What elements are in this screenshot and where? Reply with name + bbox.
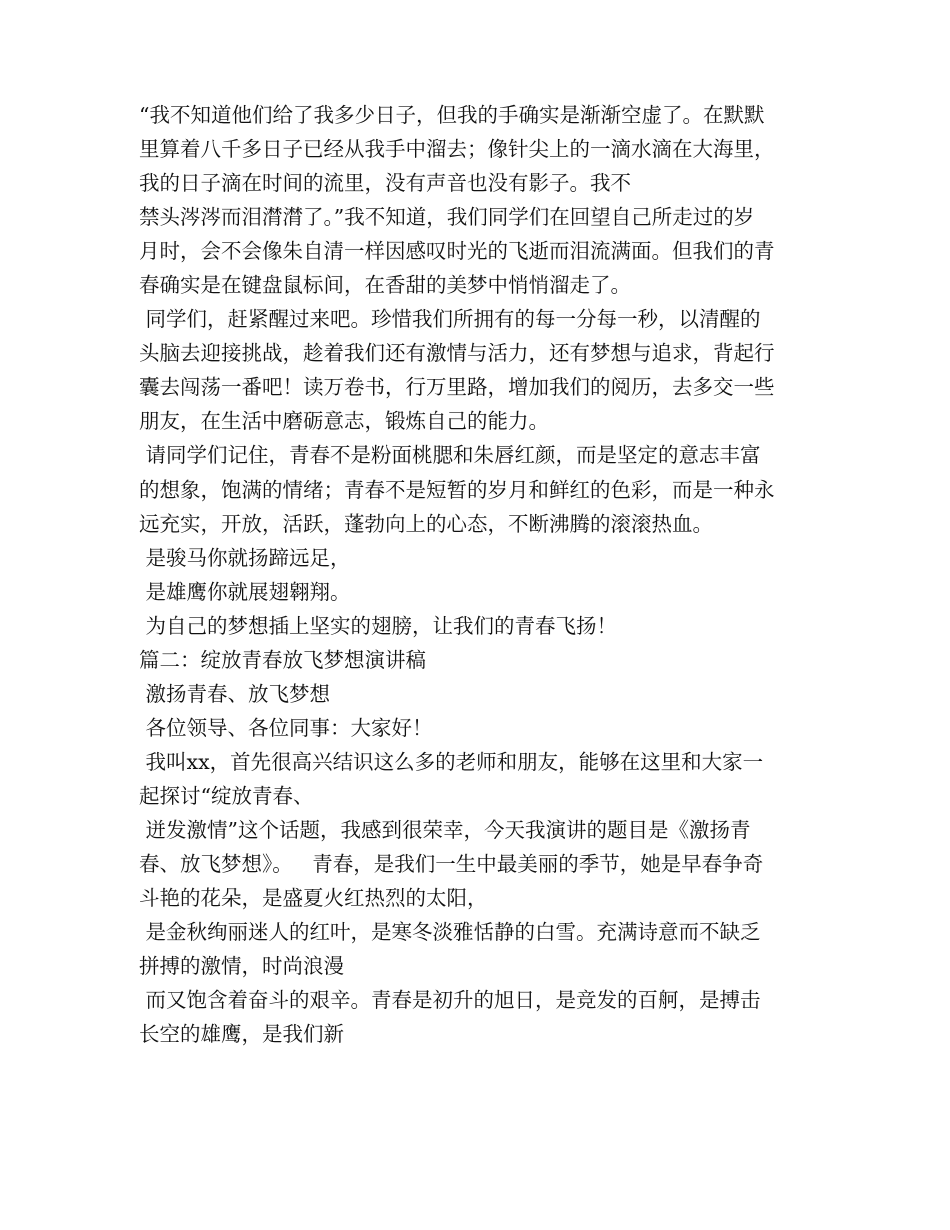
text-line: 起探讨“绽放青春、 xyxy=(139,783,314,808)
text-line: 是金秋绚丽迷人的红叶，是寒冬淡雅恬静的白雪。充满诗意而不缺乏 xyxy=(139,920,761,945)
document-body xyxy=(139,98,829,1051)
text-line: “我不知道他们给了我多少日子，但我的手确实是渐渐空虚了。在默默 xyxy=(139,103,765,127)
section-heading: 篇二：绽放青春放飞梦想演讲稿 xyxy=(139,647,426,672)
text-line: 同学们，赶紧醒过来吧。珍惜我们所拥有的每一分每一秒，以清醒的 xyxy=(139,307,761,332)
text-line: 是骏马你就扬蹄远足， xyxy=(139,545,351,570)
text-line: 我叫xx，首先很高兴结识这么多的老师和朋友，能够在这里和大家一 xyxy=(139,749,764,774)
text-line: 月时，会不会像朱自清一样因感叹时光的飞逝而泪流满面。但我们的青 xyxy=(139,239,775,264)
speech-title: 激扬青春、放飞梦想 xyxy=(139,681,331,706)
text-line: 长空的雄鹰，是我们新 xyxy=(139,1022,344,1047)
text-line: 的想象，饱满的情绪；青春不是短暂的岁月和鲜红的色彩，而是一种永 xyxy=(139,477,775,502)
text-line: 朋友，在生活中磨砺意志，锻炼自己的能力。 xyxy=(139,409,549,434)
text-line: 远充实，开放，活跃，蓬勃向上的心态，不断沸腾的滚滚热血。 xyxy=(139,511,713,536)
text-line: 头脑去迎接挑战，趁着我们还有激情与活力，还有梦想与追求，背起行 xyxy=(139,341,775,366)
salutation: 各位领导、各位同事：大家好！ xyxy=(139,715,433,740)
text-line: 囊去闯荡一番吧！读万卷书，行万里路，增加我们的阅历，去多交一些 xyxy=(139,375,775,400)
text-line: 春确实是在键盘鼠标间，在香甜的美梦中悄悄溜走了。 xyxy=(139,273,631,298)
text-line: 是雄鹰你就展翅翱翔。 xyxy=(139,579,351,604)
text-line: 禁头涔涔而泪潸潸了。”我不知道，我们同学们在回望自己所走过的岁 xyxy=(139,205,755,230)
text-line: 请同学们记住，青春不是粉面桃腮和朱唇红颜，而是坚定的意志丰富 xyxy=(139,443,761,468)
text-line: 为自己的梦想插上坚实的翅膀，让我们的青春飞扬！ xyxy=(139,613,618,638)
text-line: 迸发激情”这个话题，我感到很荣幸，今天我演讲的题目是《激扬青 xyxy=(139,817,751,842)
text-line: 斗艳的花朵，是盛夏火红热烈的太阳， xyxy=(139,886,488,911)
text-line: 拼搏的激情，时尚浪漫 xyxy=(139,954,344,979)
text-line: 里算着八千多日子已经从我手中溜去；像针尖上的一滴水滴在大海里， xyxy=(139,137,775,162)
text-line: 而又饱含着奋斗的艰辛。青春是初升的旭日，是竞发的百舸，是搏击 xyxy=(139,988,761,1013)
text-line: 春、放飞梦想》。 青春，是我们一生中最美丽的季节，她是早春争奇 xyxy=(139,852,764,877)
text-line: 我的日子滴在时间的流里，没有声音也没有影子。我不 xyxy=(139,171,631,196)
